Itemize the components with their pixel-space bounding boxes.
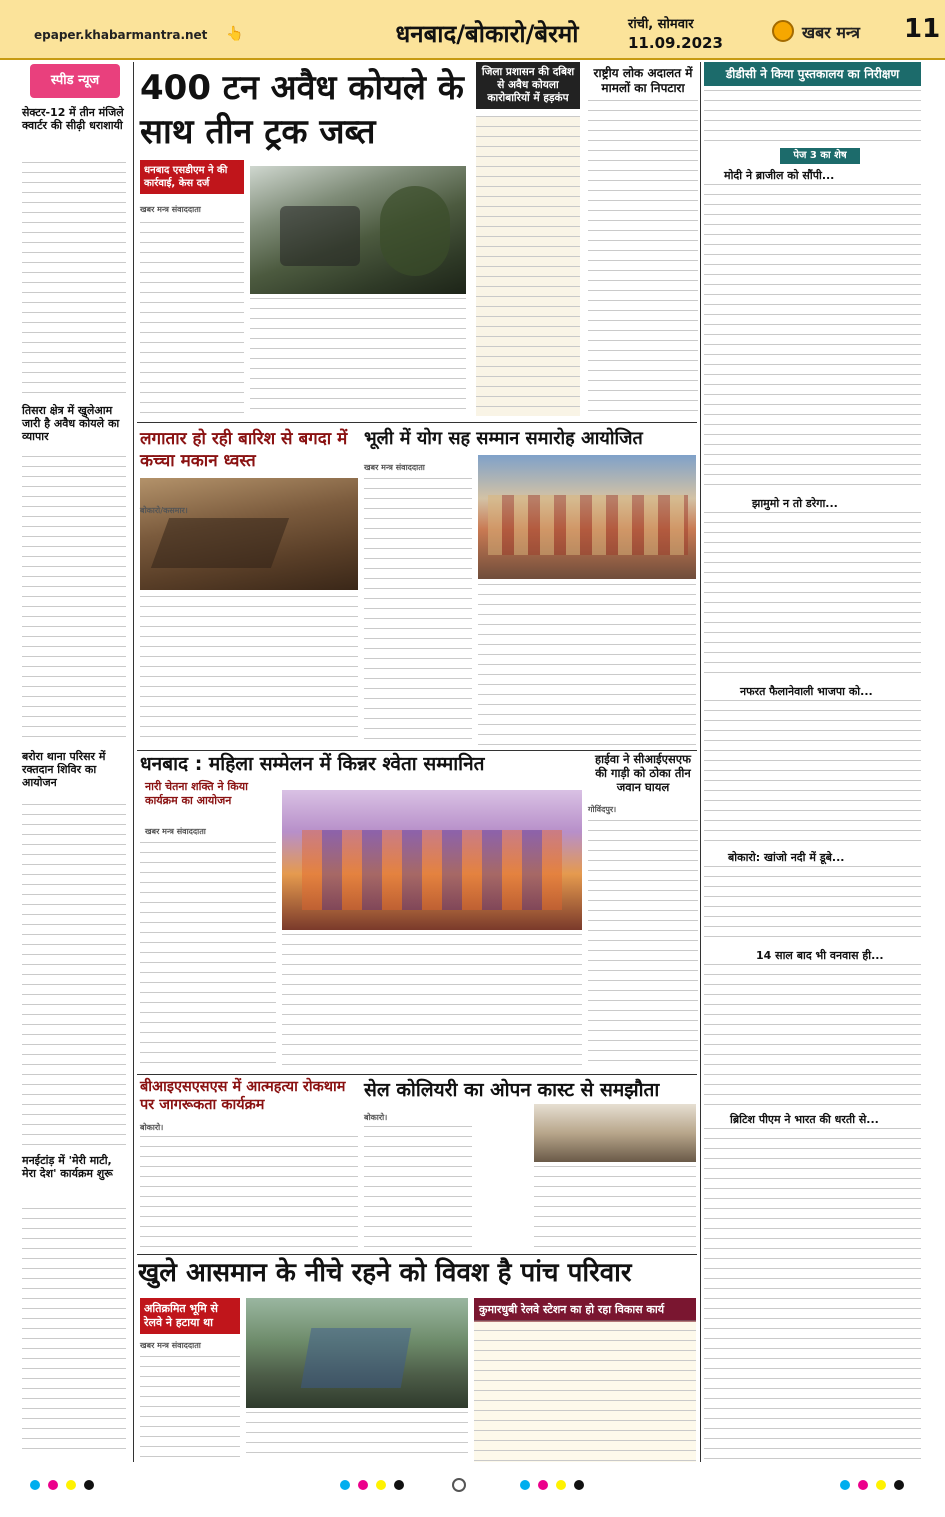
column-divider	[700, 62, 701, 1462]
sail-body	[534, 1166, 696, 1250]
library-body	[704, 90, 921, 146]
registration-dot	[358, 1480, 368, 1490]
continued-headline[interactable]: नफरत फैलानेवाली भाजपा को...	[740, 685, 873, 698]
highway-body	[588, 820, 698, 1070]
mahila-headline[interactable]: धनबाद : महिला सम्मेलन में किन्नर श्वेता सम्मानित	[140, 753, 485, 775]
mahila-body	[282, 934, 582, 1070]
bottom-photo-families	[246, 1298, 468, 1408]
bis-dateline: बोकारो।	[140, 1123, 164, 1132]
city-day: रांची, सोमवार	[628, 17, 694, 32]
rain-photo-collapsed-house	[140, 478, 358, 590]
speed-news-badge: स्पीड न्यूज	[30, 64, 120, 98]
continued-headline[interactable]: 14 साल बाद भी वनवास ही...	[756, 949, 884, 962]
registration-dot	[376, 1480, 386, 1490]
mahila-kicker: नारी चेतना शक्ति ने किया कार्यक्रम का आयोजन	[145, 780, 248, 807]
continued-body	[704, 184, 921, 494]
registration-dot	[66, 1480, 76, 1490]
registration-dot	[84, 1480, 94, 1490]
mahila-photo-stage	[282, 790, 582, 930]
column-divider	[133, 62, 134, 1462]
continued-headline[interactable]: ब्रिटिश पीएम ने भारत की धरती से...	[730, 1113, 879, 1126]
registration-dot	[520, 1480, 530, 1490]
lok-adalat-body	[588, 100, 698, 416]
brand-logo-icon	[772, 20, 794, 42]
sail-body	[364, 1126, 472, 1250]
registration-dot	[538, 1480, 548, 1490]
lead-byline: खबर मन्त्र संवाददाता	[140, 205, 201, 214]
mahila-body	[140, 842, 276, 1070]
news-body-text	[22, 804, 126, 1148]
news-body-text	[22, 1208, 126, 1458]
edition-date: 11.09.2023	[628, 34, 723, 52]
bottom-body	[246, 1412, 468, 1462]
section-rule	[137, 750, 697, 751]
section-rule	[137, 1254, 697, 1255]
registration-dot	[48, 1480, 58, 1490]
bis-headline[interactable]: बीआइएसएसएस में आत्महत्या रोकथाम पर जागरूकता कार्यक्रम	[140, 1079, 346, 1113]
lead-side-text	[476, 116, 580, 416]
highway-headline[interactable]: हाईवा ने सीआईएसएफ की गाड़ी को ठोका तीन जवान घायल	[594, 752, 691, 794]
registration-dot	[876, 1480, 886, 1490]
sail-dateline: बोकारो।	[364, 1113, 388, 1122]
registration-dot	[394, 1480, 404, 1490]
crosshair-icon	[452, 1478, 466, 1492]
brand-name: खबर मन्त्र	[802, 23, 860, 42]
yoga-photo-group	[478, 455, 696, 579]
bottom-body	[140, 1356, 240, 1462]
registration-dot	[840, 1480, 850, 1490]
yoga-body	[478, 584, 696, 746]
speed-news-column	[20, 62, 130, 1462]
news-body-text	[22, 162, 126, 398]
rain-body	[140, 596, 358, 744]
continued-headline[interactable]: मोदी ने ब्राजील को सौंपी...	[724, 169, 835, 182]
mahila-byline: खबर मन्त्र संवाददाता	[145, 827, 206, 836]
section-rule	[137, 422, 697, 423]
continued-headline[interactable]: झामुमो न तो डरेगा...	[752, 497, 838, 510]
registration-dot	[574, 1480, 584, 1490]
registration-dot	[30, 1480, 40, 1490]
bottom-kicker: अतिक्रमित भूमि से रेलवे ने हटाया था	[140, 1298, 240, 1334]
yoga-headline[interactable]: भूली में योग सह सम्मान समारोह आयोजित	[364, 428, 643, 449]
continued-body	[704, 512, 921, 682]
section-rule	[137, 1074, 697, 1075]
sail-photo-meeting	[534, 1104, 696, 1162]
masthead	[0, 0, 945, 60]
registration-dot	[340, 1480, 350, 1490]
page3-tag: पेज 3 का शेष	[780, 148, 860, 164]
continued-body	[704, 866, 921, 946]
continued-body	[704, 700, 921, 846]
lead-kicker: धनबाद एसडीएम ने की कार्रवाई, केस दर्ज	[140, 160, 244, 194]
news-headline[interactable]: तिसरा क्षेत्र में खुलेआम जारी है अवैध कोयले का व्यापार	[22, 404, 120, 443]
registration-dot	[858, 1480, 868, 1490]
library-headline[interactable]: डीडीसी ने किया पुस्तकालय का निरीक्षण	[704, 62, 921, 86]
rain-dateline: बोकारो/कसमार।	[140, 506, 188, 515]
yoga-byline: खबर मन्त्र संवाददाता	[364, 463, 425, 472]
bottom-headline[interactable]: खुले आसमान के नीचे रहने को विवश है पांच परिवार	[138, 1258, 632, 1288]
page-number: 11	[904, 14, 941, 44]
lead-headline[interactable]: 400 टन अवैध कोयले के साथ तीन ट्रक जब्त	[140, 68, 464, 152]
news-headline[interactable]: सेक्टर-12 में तीन मंजिले क्वार्टर की सीढ़ी धराशायी	[22, 106, 124, 132]
lead-photo-coal-truck	[250, 166, 466, 294]
continued-headline[interactable]: बोकारो: खांजो नदी में डूबे...	[728, 851, 845, 864]
section-title: धनबाद/बोकारो/बेरमो	[395, 20, 579, 48]
sail-headline[interactable]: सेल कोलियरी का ओपन कास्ट से समझौता	[364, 1079, 660, 1101]
continued-body	[704, 1128, 921, 1466]
highway-dateline: गोविंदपुर।	[588, 805, 617, 814]
continued-body	[704, 964, 921, 1110]
bottom-byline: खबर मन्त्र संवाददाता	[140, 1341, 201, 1350]
cursor-icon: 👆	[226, 26, 244, 42]
lead-body-text	[140, 222, 244, 416]
station-body	[474, 1320, 696, 1462]
yoga-body	[364, 478, 472, 746]
news-headline[interactable]: मनईटांड़ में 'मेरी माटी, मेरा देश' कार्यक्रम शुरू	[22, 1154, 113, 1180]
news-headline[interactable]: बरोरा थाना परिसर में रक्तदान शिविर का आयोजन	[22, 750, 106, 789]
station-box: कुमारधुबी रेलवे स्टेशन का हो रहा विकास कार्य	[474, 1298, 696, 1322]
lead-side-box: जिला प्रशासन की दबिश से अवैध कोयला कारोबारियों में हड़कंप	[476, 62, 580, 109]
registration-dot	[894, 1480, 904, 1490]
registration-dot	[556, 1480, 566, 1490]
lok-adalat-headline[interactable]: राष्ट्रीय लोक अदालत में मामलों का निपटारा	[593, 66, 693, 95]
news-body-text	[22, 456, 126, 746]
rain-headline[interactable]: लगातार हो रही बारिश से बगदा में कच्चा मकान ध्वस्त	[140, 429, 348, 471]
bis-body	[140, 1136, 358, 1250]
epaper-url[interactable]: epaper.khabarmantra.net	[34, 28, 208, 42]
lead-body-text	[250, 298, 466, 416]
